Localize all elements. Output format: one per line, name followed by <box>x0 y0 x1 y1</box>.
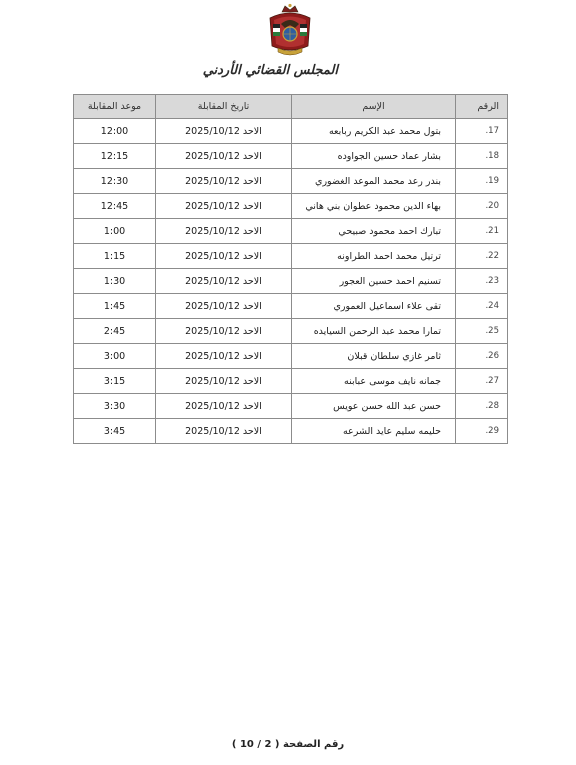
interview-schedule <box>73 94 508 444</box>
row-name: ترتيل محمد احمد الطراونه <box>292 244 456 269</box>
header-date: تاريخ المقابلة <box>156 95 292 119</box>
row-name: جمانه نايف موسى عبابنه <box>292 369 456 394</box>
table-row <box>74 244 508 269</box>
table-row <box>74 344 508 369</box>
table-row <box>74 119 508 144</box>
table-row <box>74 194 508 219</box>
row-name: تقى علاء اسماعيل العموري <box>292 294 456 319</box>
interview-table <box>73 94 508 444</box>
row-date: الاحد 2025/10/12 <box>156 244 292 269</box>
row-number: 22. <box>456 244 508 269</box>
row-time: 3:15 <box>74 369 156 394</box>
row-name: بشار عماد حسين الجواوده <box>292 144 456 169</box>
row-time: 2:45 <box>74 319 156 344</box>
row-time: 3:45 <box>74 419 156 444</box>
row-time: 3:30 <box>74 394 156 419</box>
row-date: الاحد 2025/10/12 <box>156 119 292 144</box>
row-name: تمارا محمد عبد الرحمن السيايده <box>292 319 456 344</box>
row-time: 1:45 <box>74 294 156 319</box>
row-date: الاحد 2025/10/12 <box>156 269 292 294</box>
header-row <box>74 95 508 119</box>
row-number: 19. <box>456 169 508 194</box>
table-row <box>74 369 508 394</box>
row-name: تبارك احمد محمود صبيحي <box>292 219 456 244</box>
table-row <box>74 294 508 319</box>
page-header <box>0 0 576 90</box>
council-name: المجلس القضائي الأردني <box>202 63 338 78</box>
table-row <box>74 319 508 344</box>
row-time: 12:30 <box>74 169 156 194</box>
row-date: الاحد 2025/10/12 <box>156 344 292 369</box>
row-number: 23. <box>456 269 508 294</box>
row-name: بندر رعد محمد الموعد الغضوري <box>292 169 456 194</box>
row-number: 21. <box>456 219 508 244</box>
row-number: 26. <box>456 344 508 369</box>
row-number: 29. <box>456 419 508 444</box>
row-time: 1:15 <box>74 244 156 269</box>
table-row <box>74 394 508 419</box>
row-date: الاحد 2025/10/12 <box>156 294 292 319</box>
row-number: 28. <box>456 394 508 419</box>
header-name: الإسم <box>292 95 456 119</box>
row-number: 20. <box>456 194 508 219</box>
header-time: موعد المقابلة <box>74 95 156 119</box>
row-time: 1:30 <box>74 269 156 294</box>
row-time: 3:00 <box>74 344 156 369</box>
row-number: 25. <box>456 319 508 344</box>
row-name: حسن عبد الله حسن عويس <box>292 394 456 419</box>
row-date: الاحد 2025/10/12 <box>156 194 292 219</box>
row-number: 18. <box>456 144 508 169</box>
row-date: الاحد 2025/10/12 <box>156 319 292 344</box>
row-name: حليمه سليم عايد الشرعه <box>292 419 456 444</box>
header-number: الرقم <box>456 95 508 119</box>
coat-of-arms-icon <box>264 2 316 58</box>
table-body <box>74 119 508 444</box>
row-date: الاحد 2025/10/12 <box>156 419 292 444</box>
row-name: بتول محمد عبد الكريم ربابعه <box>292 119 456 144</box>
row-number: 17. <box>456 119 508 144</box>
row-name: ثامر غازي سلطان قبلان <box>292 344 456 369</box>
row-date: الاحد 2025/10/12 <box>156 369 292 394</box>
row-time: 1:00 <box>74 219 156 244</box>
table-row <box>74 419 508 444</box>
table-row <box>74 169 508 194</box>
table-row <box>74 269 508 294</box>
row-number: 27. <box>456 369 508 394</box>
table-header <box>74 95 508 119</box>
row-number: 24. <box>456 294 508 319</box>
table-row <box>74 219 508 244</box>
row-time: 12:15 <box>74 144 156 169</box>
table-row <box>74 144 508 169</box>
row-date: الاحد 2025/10/12 <box>156 169 292 194</box>
row-name: تسنيم احمد حسين العجور <box>292 269 456 294</box>
page-number: رقم الصفحة ( 2 / 10 ) <box>231 739 345 750</box>
row-name: بهاء الدين محمود عطوان بني هاني <box>292 194 456 219</box>
row-time: 12:00 <box>74 119 156 144</box>
row-date: الاحد 2025/10/12 <box>156 219 292 244</box>
row-date: الاحد 2025/10/12 <box>156 394 292 419</box>
row-date: الاحد 2025/10/12 <box>156 144 292 169</box>
row-time: 12:45 <box>74 194 156 219</box>
